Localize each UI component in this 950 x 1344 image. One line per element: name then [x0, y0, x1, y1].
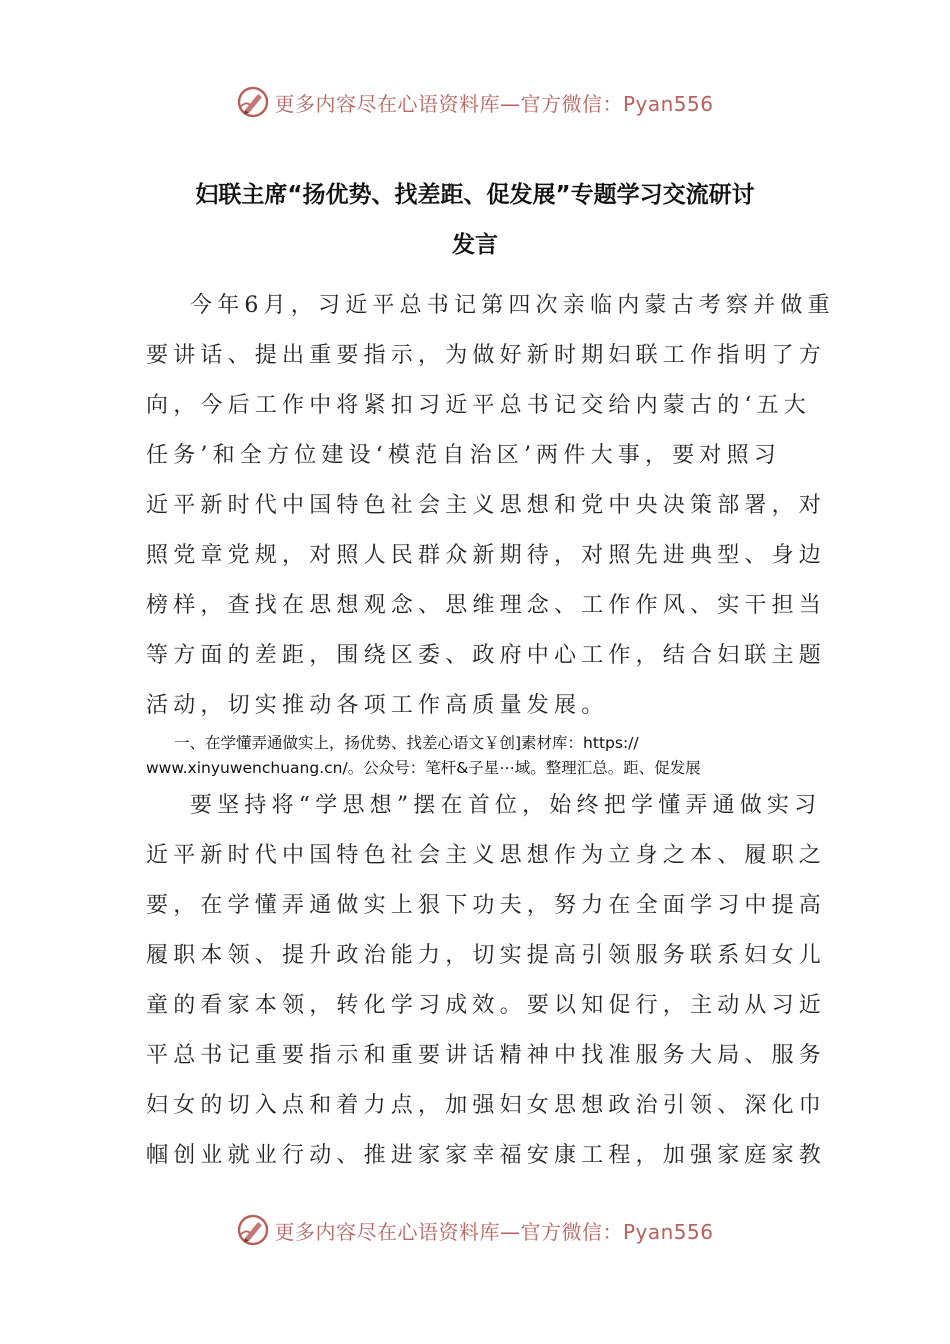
pen-circle-logo-icon	[236, 1213, 270, 1247]
paragraph-line: 近平新时代中国特色社会主义思想和党中央决策部署，对	[146, 493, 827, 518]
paragraph-line: 妇女的切入点和着力点，加强妇女思想政治引领、深化巾	[146, 1093, 827, 1118]
watermark-text: 更多内容尽在心语资料库—官方微信：Pyan556	[274, 91, 714, 116]
watermark-text: 更多内容尽在心语资料库—官方微信：Pyan556	[274, 1219, 714, 1244]
paragraph-line: 要，在学懂弄通做实上狠下功夫，努力在全面学习中提高	[146, 893, 827, 918]
paragraph-line: 履职本领、提升政治能力，切实提高引领服务联系妇女儿	[146, 943, 827, 968]
footer-watermark-banner	[0, 1208, 950, 1252]
paragraph-line: 平总书记重要指示和重要讲话精神中找准服务大局、服务	[146, 1043, 827, 1068]
paragraph-line: 照党章党规，对照人民群众新期待，对照先进典型、身边	[146, 543, 827, 568]
header-watermark-banner	[0, 80, 950, 124]
intro-paragraph	[146, 281, 835, 731]
paragraph-line: 向，今后工作中将紧扣习近平总书记交给内蒙古的‘五大	[146, 393, 811, 418]
paragraph-line: 等方面的差距，围绕区委、政府中心工作，结合妇联主题	[146, 643, 827, 668]
paragraph-line: 童的看家本领，转化学习成效。要以知促行，主动从习近	[146, 993, 827, 1018]
body-paragraph	[146, 781, 827, 1181]
document-title-line-1: 妇联主席“扬优势、找差距、促发展”专题学习交流研讨	[195, 182, 755, 208]
paragraph-line: 今年6月，习近平总书记第四次亲临内蒙古考察并做重	[190, 293, 835, 318]
pen-circle-logo-icon	[236, 85, 270, 119]
document-title-line-2: 发言	[452, 232, 498, 258]
paragraph-line: 近平新时代中国特色社会主义思想作为立身之本、履职之	[146, 843, 827, 868]
paragraph-line: 要讲话、提出重要指示，为做好新时期妇联工作指明了方	[146, 343, 827, 368]
section-heading-line-2	[146, 756, 810, 781]
paragraph-line: 帼创业就业行动、推进家家幸福安康工程，加强家庭家教	[146, 1143, 827, 1168]
section-heading-text: 一、在学懂弄通做实上，扬优势、找差心语文￥创]素材库：https://	[174, 734, 639, 752]
paragraph-line: 要坚持将“学思想”摆在首位，始终把学懂弄通做实习	[190, 793, 822, 818]
section-heading-text: www.xinyuwenchuang.cn/。公众号：笔杆&子星⋯域。整理汇总。距、促发展	[146, 759, 701, 777]
paragraph-line: 榜样，查找在思想观念、思维理念、工作作风、实干担当	[146, 593, 827, 618]
section-heading-line-1	[146, 731, 810, 756]
paragraph-line: 活动，切实推动各项工作高质量发展。	[146, 693, 609, 718]
paragraph-line: 任务’和全方位建设‘模范自治区’两件大事，要对照习	[146, 443, 781, 468]
